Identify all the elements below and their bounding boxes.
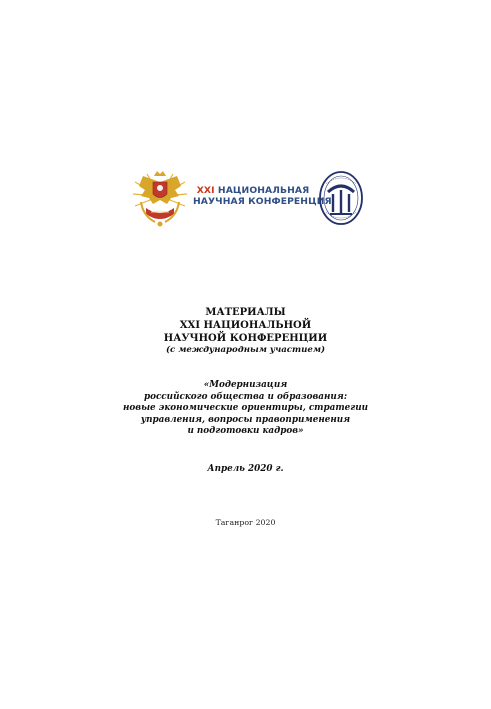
publication-place-year: Таганрог 2020 <box>215 518 276 527</box>
eagle-emblem-icon <box>131 168 189 230</box>
topic-line-3: новые экономические ориентиры, стратегии <box>123 403 368 413</box>
materials-line-1: МАТЕРИАЛЫ <box>205 307 286 318</box>
materials-heading <box>0 306 491 356</box>
conference-header <box>0 168 491 230</box>
conference-date: Апрель 2020 г. <box>207 464 284 474</box>
topic-line-2: российского общества и образования: <box>143 391 348 402</box>
topic-line-5: и подготовки кадров» <box>187 426 304 436</box>
conference-title <box>193 185 332 207</box>
conference-title-line-2: НАУЧНАЯ КОНФЕРЕНЦИЯ <box>193 196 332 207</box>
materials-subtitle: (с международным участием) <box>165 345 326 355</box>
institute-seal-icon <box>318 170 364 226</box>
materials-line-2: XXI НАЦИОНАЛЬНОЙ <box>179 320 312 331</box>
topic-line-4: управления, вопросы правоприменения <box>140 414 351 425</box>
conference-title-rest: НАЦИОНАЛЬНАЯ <box>214 185 310 196</box>
conference-title-line-1 <box>193 185 313 196</box>
materials-line-3: НАУЧНОЙ КОНФЕРЕНЦИИ <box>163 333 328 344</box>
conference-number: XXI <box>196 185 215 196</box>
topic-line-1: «Модернизация <box>203 380 288 390</box>
conference-topic <box>0 380 491 438</box>
